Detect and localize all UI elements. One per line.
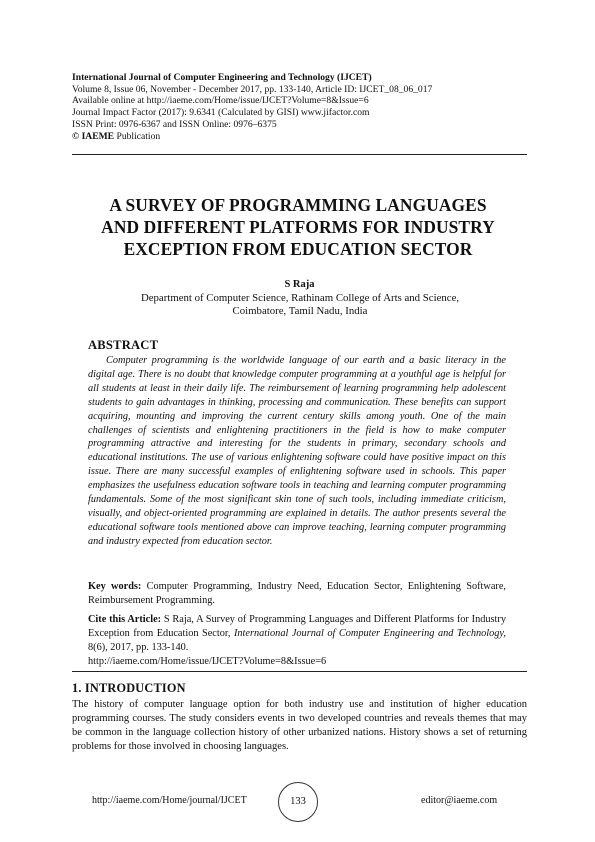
affiliation-line-2: Coimbatore, Tamil Nadu, India <box>232 305 368 317</box>
citation <box>88 613 506 669</box>
keywords-label: Key words: <box>88 581 142 592</box>
author-name: S Raja <box>284 279 315 290</box>
abstract-text: Computer programming is the worldwide language of our earth and a basic literacy in the digital age. There is no doubt that knowledge computer programming at a youthful age is helpful for all students at least in their daily life. The reimbursement of learning programming help adolescent students to gain advantages in thinking, processing and communication. These benefits can support acquiring, mounting and improving the current century skills among youth. One of the main challenges of scientists and enlightening practitioners in the field is how to make computer programming attractive and interesting for the students in primary, secondary schools and educational institutions. The use of various enlightening software could have positive impact on this issue. There are many successful examples of enlightening software used in schools. This paper emphasizes the usefulness education software tools in teaching and learning computer programming fundamentals. Some of the most significant skin tone of such tools, including immediate criticism, visually, and object-oriented programming are explained in details. The author presents several the educational software tools mentioned above can improve teaching, learning computer programming and industry expected from education sector. <box>88 355 506 547</box>
availability-info: Available online at http://iaeme.com/Home/issue/IJCET?Volume=8&Issue=6 <box>72 95 369 107</box>
copyright-suffix: Publication <box>114 130 161 142</box>
volume-info: Volume 8, Issue 06, November - December 2017, pp. 133-140, Article ID: IJCET_08_06_017 <box>72 83 433 95</box>
citation-text: S Raja, A Survey of Programming Languages and Different Platforms for Industry Exception from Education Sector, <box>88 614 506 639</box>
keywords <box>88 580 506 608</box>
footer-email-link[interactable]: editor@iaeme.com <box>421 795 498 806</box>
citation-journal: International Journal of Computer Engineering and Technology, <box>233 627 506 639</box>
copyright-line <box>72 131 527 143</box>
page-number: 133 <box>278 782 318 822</box>
citation-label: Cite this Article: <box>88 614 162 625</box>
impact-factor: Journal Impact Factor (2017): 9.6341 (Calculated by GISI) www.jifactor.com <box>72 107 370 119</box>
paper-title <box>60 194 536 260</box>
copyright-publisher: © IAEME <box>72 130 115 142</box>
introduction-text: The history of computer language option for both industry use and institution of higher education programming courses. The study considers events in two developed countries and reveals themes that may be common in the language collection history of other urbanized nations. History shows a set of returning problems for those involved in choosing languages. <box>72 699 527 752</box>
author-affiliation <box>100 292 500 318</box>
section-divider <box>72 671 527 672</box>
introduction-heading: 1. INTRODUCTION <box>72 681 186 695</box>
journal-header <box>72 72 527 142</box>
footer-journal-link[interactable]: http://iaeme.com/Home/journal/IJCET <box>92 795 247 806</box>
title-line-1: A SURVEY OF PROGRAMMING LANGUAGES <box>109 195 487 215</box>
header-divider <box>72 154 527 155</box>
citation-url[interactable]: http://iaeme.com/Home/issue/IJCET?Volume=8&Issue=6 <box>88 655 327 667</box>
affiliation-line-1: Department of Computer Science, Rathinam College of Arts and Science, <box>140 292 460 304</box>
keywords-text: Computer Programming, Industry Need, Education Sector, Enlightening Software, Reimbursement Programming. <box>88 581 506 606</box>
title-line-2: AND DIFFERENT PLATFORMS FOR INDUSTRY <box>101 217 495 237</box>
issn-info: ISSN Print: 0976-6367 and ISSN Online: 0976–6375 <box>72 118 277 130</box>
title-line-3: EXCEPTION FROM EDUCATION SECTOR <box>123 239 473 259</box>
abstract-heading: ABSTRACT <box>88 338 159 352</box>
citation-volume: 8(6), 2017, pp. 133-140. <box>88 641 189 653</box>
journal-name: International Journal of Computer Engineering and Technology (IJCET) <box>72 72 372 83</box>
